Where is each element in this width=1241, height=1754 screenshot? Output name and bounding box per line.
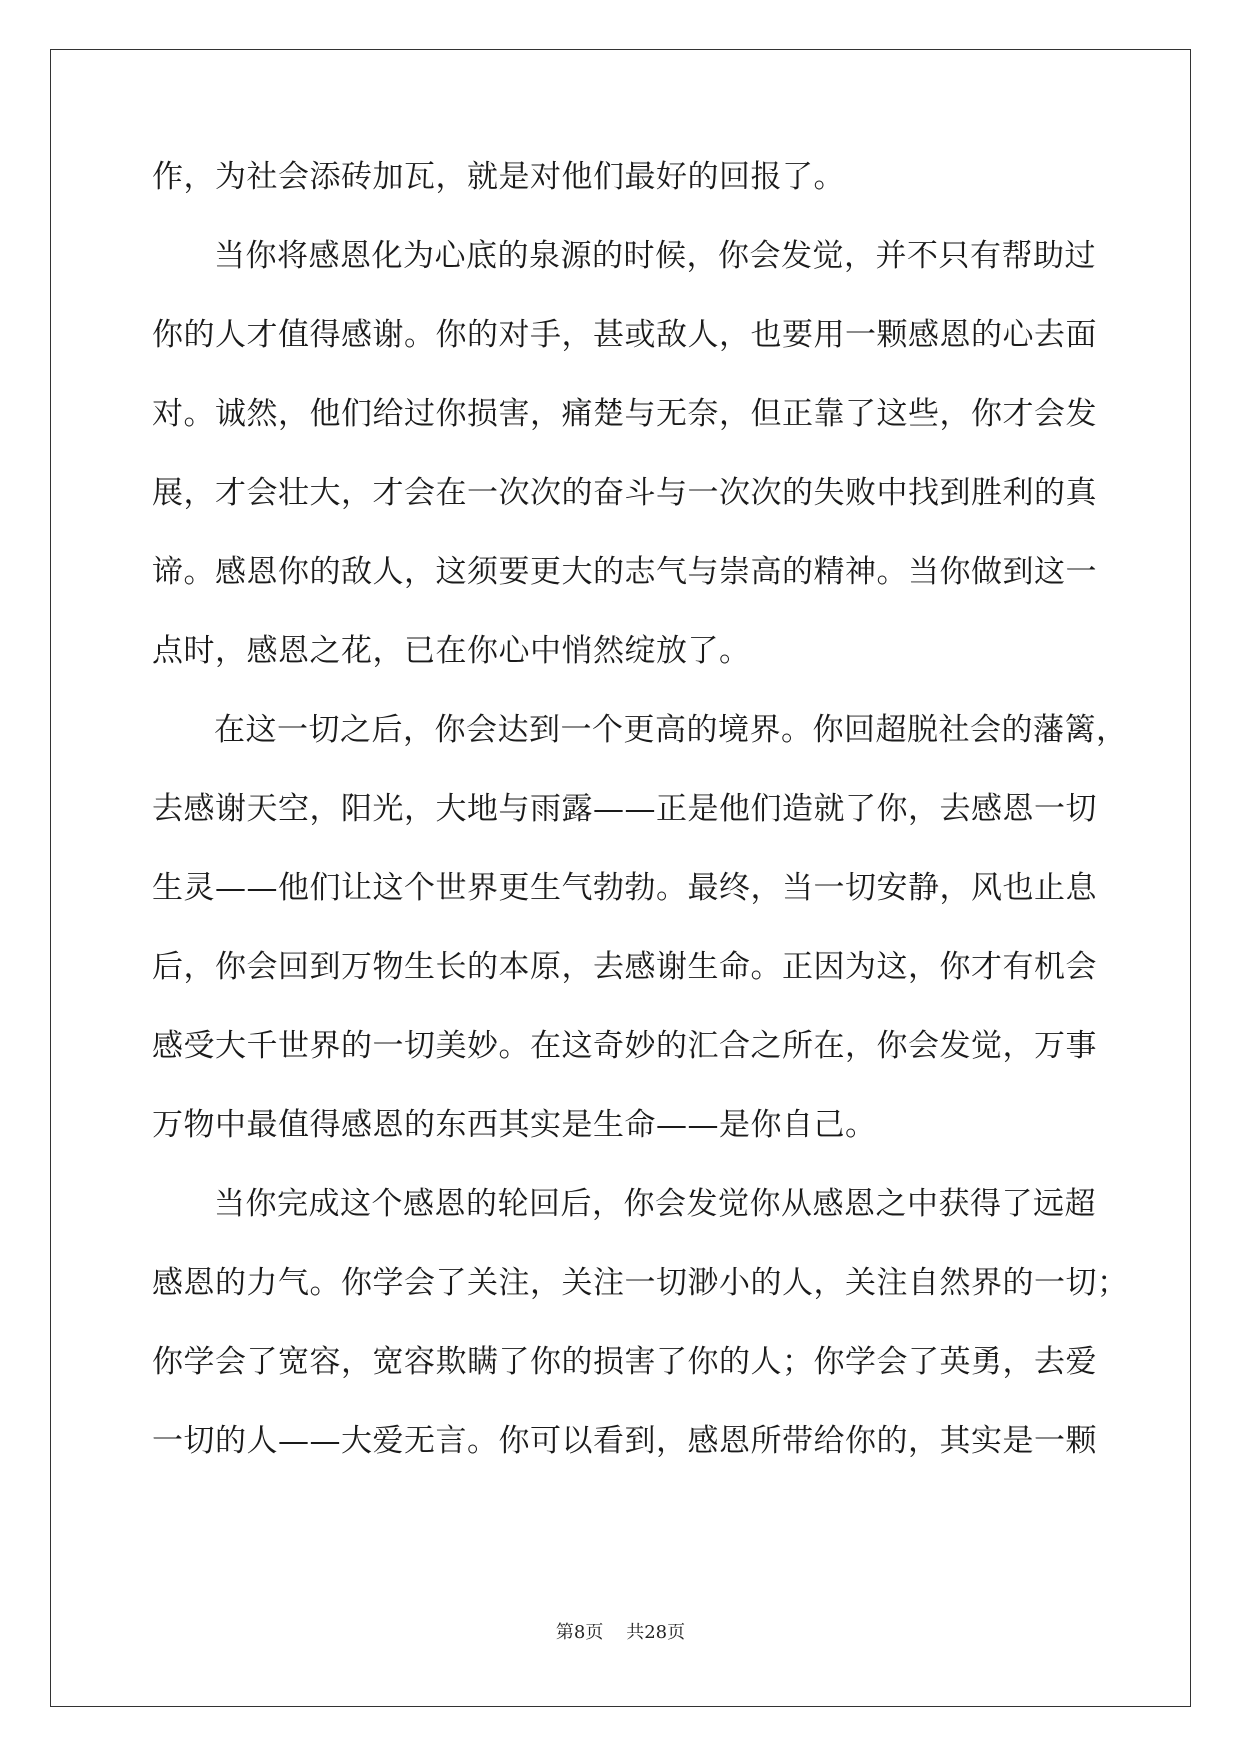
- text-line: 你的人才值得感谢。你的对手，甚或敌人，也要用一颗感恩的心去面: [152, 317, 1097, 353]
- page-total: 共28页: [626, 1622, 686, 1643]
- text-line: 生灵——他们让这个世界更生气勃勃。最终，当一切安静，风也止息: [152, 870, 1097, 906]
- text-line: 谛。感恩你的敌人，这须要更大的志气与崇高的精神。当你做到这一: [152, 554, 1097, 590]
- text-line: 在这一切之后，你会达到一个更高的境界。你回超脱社会的藩篱，: [214, 712, 1128, 748]
- text-line: 万物中最值得感恩的东西其实是生命——是你自己。: [152, 1107, 877, 1143]
- text-line: 感恩的力气。你学会了关注，关注一切渺小的人，关注自然界的一切；: [152, 1265, 1129, 1301]
- page-footer: [0, 1618, 1241, 1644]
- page-number: 第8页: [555, 1622, 604, 1643]
- text-line: 作，为社会添砖加瓦，就是对他们最好的回报了。: [152, 159, 845, 195]
- text-line: 感受大千世界的一切美妙。在这奇妙的汇合之所在，你会发觉，万事: [152, 1028, 1097, 1064]
- text-line: 当你将感恩化为心底的泉源的时候，你会发觉，并不只有帮助过: [214, 238, 1096, 274]
- document-body: [152, 159, 1129, 1505]
- text-line: 后，你会回到万物生长的本原，去感谢生命。正因为这，你才有机会: [152, 949, 1097, 985]
- text-line: 你学会了宽容，宽容欺瞒了你的损害了你的人；你学会了英勇，去爱: [152, 1344, 1097, 1380]
- text-line: 一切的人——大爱无言。你可以看到，感恩所带给你的，其实是一颗: [152, 1423, 1097, 1459]
- text-line: 展，才会壮大，才会在一次次的奋斗与一次次的失败中找到胜利的真: [152, 475, 1097, 511]
- text-line: 当你完成这个感恩的轮回后，你会发觉你从感恩之中获得了远超: [214, 1186, 1096, 1222]
- text-line: 点时，感恩之花，已在你心中悄然绽放了。: [152, 633, 751, 669]
- text-line: 对。诚然，他们给过你损害，痛楚与无奈，但正靠了这些，你才会发: [152, 396, 1097, 432]
- text-line: 去感谢天空，阳光，大地与雨露——正是他们造就了你，去感恩一切: [152, 791, 1097, 827]
